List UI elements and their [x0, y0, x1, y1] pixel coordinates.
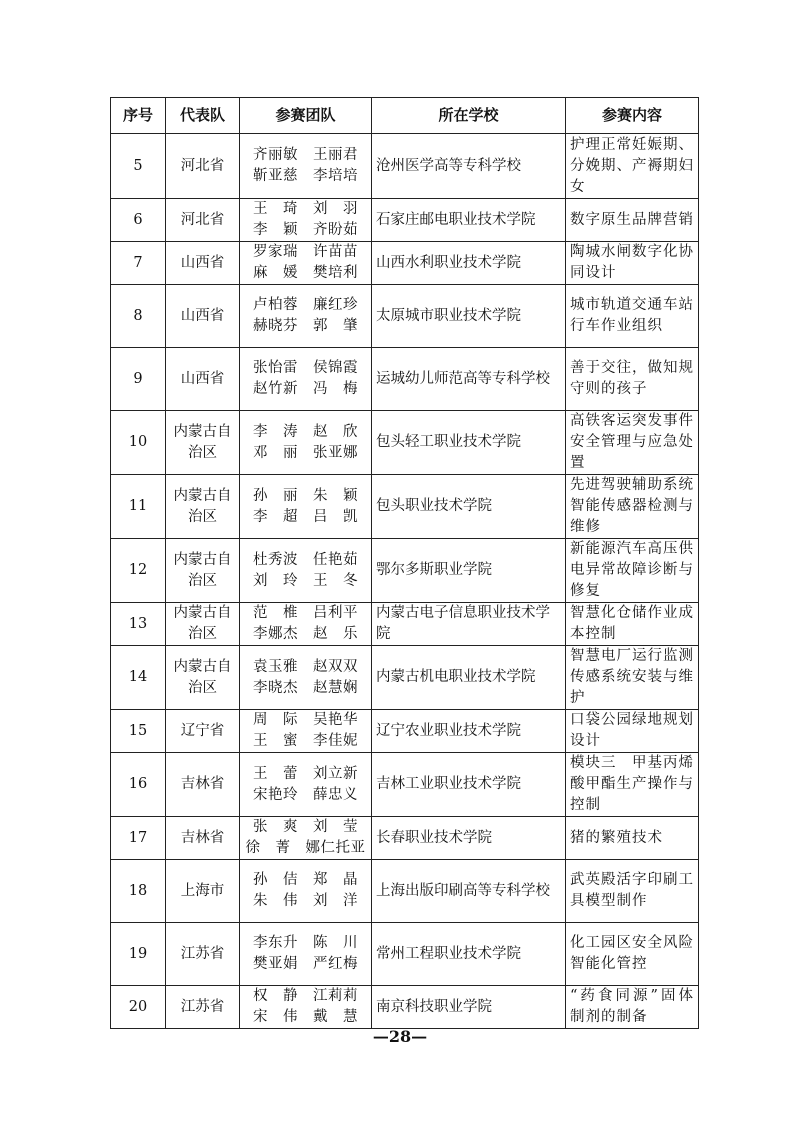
row-topic: 模块三 甲基丙烯酸甲酯生产操作与控制: [566, 753, 699, 817]
row-school: 运城幼儿师范高等专科学校: [372, 348, 566, 411]
team-members-line: 张怡雷 侯锦霞: [253, 360, 358, 376]
row-team: [240, 603, 372, 646]
team-members-line: 宋 伟 戴 慧: [253, 1009, 358, 1025]
row-province: 内蒙古自治区: [166, 475, 240, 539]
table-row: [111, 199, 699, 242]
team-members-line: 李 涛 赵 欣: [253, 423, 358, 440]
row-number: 6: [111, 199, 166, 242]
row-school: 包头职业技术学院: [372, 475, 566, 539]
row-number: 14: [111, 646, 166, 710]
row-province: 河北省: [166, 199, 240, 242]
row-school: 内蒙古电子信息职业技术学院: [372, 603, 566, 646]
row-number: 20: [111, 986, 166, 1029]
team-members-line: 王 蕾 刘立新: [253, 765, 358, 782]
row-team: [240, 134, 372, 199]
team-members-line: 齐丽敏 王丽君: [253, 147, 358, 163]
row-province: 江苏省: [166, 986, 240, 1029]
row-school: 沧州医学高等专科学校: [372, 134, 566, 199]
team-members-line: 靳亚慈 李培培: [253, 168, 358, 184]
row-province: 内蒙古自治区: [166, 646, 240, 710]
row-topic: 智慧电厂运行监测传感系统安装与维护: [566, 646, 699, 710]
team-members-line: 李娜杰 赵 乐: [253, 626, 358, 642]
row-team: [240, 860, 372, 923]
row-school: 内蒙古机电职业技术学院: [372, 646, 566, 710]
team-members-line: 麻 媛 樊培利: [253, 265, 358, 281]
team-members-line: 邓 丽 张亚娜: [253, 444, 358, 461]
row-school: 山西水利职业技术学院: [372, 242, 566, 285]
team-members-line: 孙 佶 郑 晶: [253, 872, 358, 888]
team-members-line: 赫晓芬 郭 肇: [253, 318, 358, 334]
team-members-line: 卢柏蓉 廉红珍: [253, 297, 358, 313]
row-team: [240, 817, 372, 860]
row-school: 包头轻工职业技术学院: [372, 411, 566, 475]
header-province: 代表队: [166, 98, 240, 134]
team-members-line: 李 超 吕 凯: [253, 508, 358, 525]
row-number: 8: [111, 285, 166, 348]
row-province: 山西省: [166, 242, 240, 285]
row-topic: 护理正常妊娠期、分娩期、产褥期妇女: [566, 134, 699, 199]
row-province: 上海市: [166, 860, 240, 923]
header-school: 所在学校: [372, 98, 566, 134]
row-team: [240, 242, 372, 285]
row-number: 12: [111, 539, 166, 603]
team-members-line: 朱 伟 刘 洋: [253, 893, 358, 909]
row-school: 石家庄邮电职业技术学院: [372, 199, 566, 242]
row-topic: 口袋公园绿地规划设计: [566, 710, 699, 753]
table-row: [111, 539, 699, 603]
row-school: 上海出版印刷高等专科学校: [372, 860, 566, 923]
team-members-line: 宋艳玲 薛忠义: [253, 786, 358, 803]
row-school: 南京科技职业学院: [372, 986, 566, 1029]
table-row: [111, 411, 699, 475]
row-number: 16: [111, 753, 166, 817]
page-number: —28—: [372, 1027, 428, 1046]
team-members-line: 樊亚娟 严红梅: [253, 956, 358, 972]
row-team: [240, 753, 372, 817]
row-team: [240, 646, 372, 710]
team-members-line: 王 琦 刘 羽: [253, 201, 358, 217]
row-province: 吉林省: [166, 817, 240, 860]
participants-table: [110, 97, 699, 1029]
row-team: [240, 475, 372, 539]
row-topic: 陶城水闸数字化协同设计: [566, 242, 699, 285]
table-header-row: [111, 98, 699, 134]
row-number: 7: [111, 242, 166, 285]
row-number: 9: [111, 348, 166, 411]
table-row: [111, 986, 699, 1029]
team-members-line: 罗家瑞 许苗苗: [253, 244, 358, 260]
table-row: [111, 753, 699, 817]
row-number: 13: [111, 603, 166, 646]
team-members-line: 李东升 陈 川: [253, 935, 358, 951]
row-number: 18: [111, 860, 166, 923]
header-number: 序号: [111, 98, 166, 134]
row-team: [240, 539, 372, 603]
row-topic: 化工园区安全风险智能化管控: [566, 923, 699, 986]
table-row: [111, 860, 699, 923]
table-row: [111, 242, 699, 285]
team-members-line: 权 静 江莉莉: [253, 988, 358, 1004]
team-members-line: 赵竹新 冯 梅: [253, 381, 358, 397]
team-members-line: 周 际 吴艳华: [253, 712, 358, 728]
row-topic: “药食同源”固体制剂的制备: [566, 986, 699, 1029]
row-topic: 善于交往，做知规守则的孩子: [566, 348, 699, 411]
row-topic: 城市轨道交通车站行车作业组织: [566, 285, 699, 348]
row-number: 17: [111, 817, 166, 860]
row-number: 10: [111, 411, 166, 475]
row-team: [240, 923, 372, 986]
row-topic: 先进驾驶辅助系统智能传感器检测与维修: [566, 475, 699, 539]
row-team: [240, 986, 372, 1029]
row-number: 19: [111, 923, 166, 986]
row-team: [240, 285, 372, 348]
row-team: [240, 199, 372, 242]
header-team: 参赛团队: [240, 98, 372, 134]
table-row: [111, 710, 699, 753]
row-school: 长春职业技术学院: [372, 817, 566, 860]
row-school: 吉林工业职业技术学院: [372, 753, 566, 817]
table-row: [111, 348, 699, 411]
team-members-line: 张 爽 刘 莹: [253, 819, 358, 835]
row-province: 山西省: [166, 348, 240, 411]
row-province: 辽宁省: [166, 710, 240, 753]
row-team: [240, 411, 372, 475]
row-province: 内蒙古自治区: [166, 411, 240, 475]
team-members-line: 王 蜜 李佳妮: [253, 733, 358, 749]
table-row: [111, 923, 699, 986]
row-province: 吉林省: [166, 753, 240, 817]
table-row: [111, 285, 699, 348]
row-topic: 武英殿活字印刷工具模型制作: [566, 860, 699, 923]
table-body: [111, 134, 699, 1029]
row-province: 内蒙古自治区: [166, 539, 240, 603]
row-topic: 新能源汽车高压供电异常故障诊断与修复: [566, 539, 699, 603]
table-row: [111, 817, 699, 860]
row-province: 内蒙古自治区: [166, 603, 240, 646]
team-members-line: 徐 菁 娜仁托亚: [245, 840, 366, 856]
team-members-line: 杜秀波 任艳茹: [253, 551, 358, 568]
team-members-line: 袁玉雅 赵双双: [253, 658, 358, 675]
row-province: 江苏省: [166, 923, 240, 986]
row-topic: 高铁客运突发事件安全管理与应急处置: [566, 411, 699, 475]
table-row: [111, 646, 699, 710]
team-members-line: 李 颖 齐盼茹: [253, 222, 358, 238]
team-members-line: 范 椎 吕利平: [253, 605, 358, 621]
row-school: 鄂尔多斯职业学院: [372, 539, 566, 603]
row-school: 辽宁农业职业技术学院: [372, 710, 566, 753]
table-row: [111, 475, 699, 539]
row-team: [240, 348, 372, 411]
row-topic: 猪的繁殖技术: [566, 817, 699, 860]
team-members-line: 李晓杰 赵慧娴: [253, 679, 358, 696]
team-members-line: 孙 丽 朱 颖: [253, 487, 358, 504]
row-school: 太原城市职业技术学院: [372, 285, 566, 348]
team-members-line: 刘 玲 王 冬: [253, 572, 358, 589]
row-number: 11: [111, 475, 166, 539]
row-topic: 智慧化仓储作业成本控制: [566, 603, 699, 646]
row-province: 河北省: [166, 134, 240, 199]
header-topic: 参赛内容: [566, 98, 699, 134]
row-topic: 数字原生品牌营销: [566, 199, 699, 242]
row-team: [240, 710, 372, 753]
row-number: 5: [111, 134, 166, 199]
table-row: [111, 134, 699, 199]
row-province: 山西省: [166, 285, 240, 348]
table-row: [111, 603, 699, 646]
row-school: 常州工程职业技术学院: [372, 923, 566, 986]
row-number: 15: [111, 710, 166, 753]
